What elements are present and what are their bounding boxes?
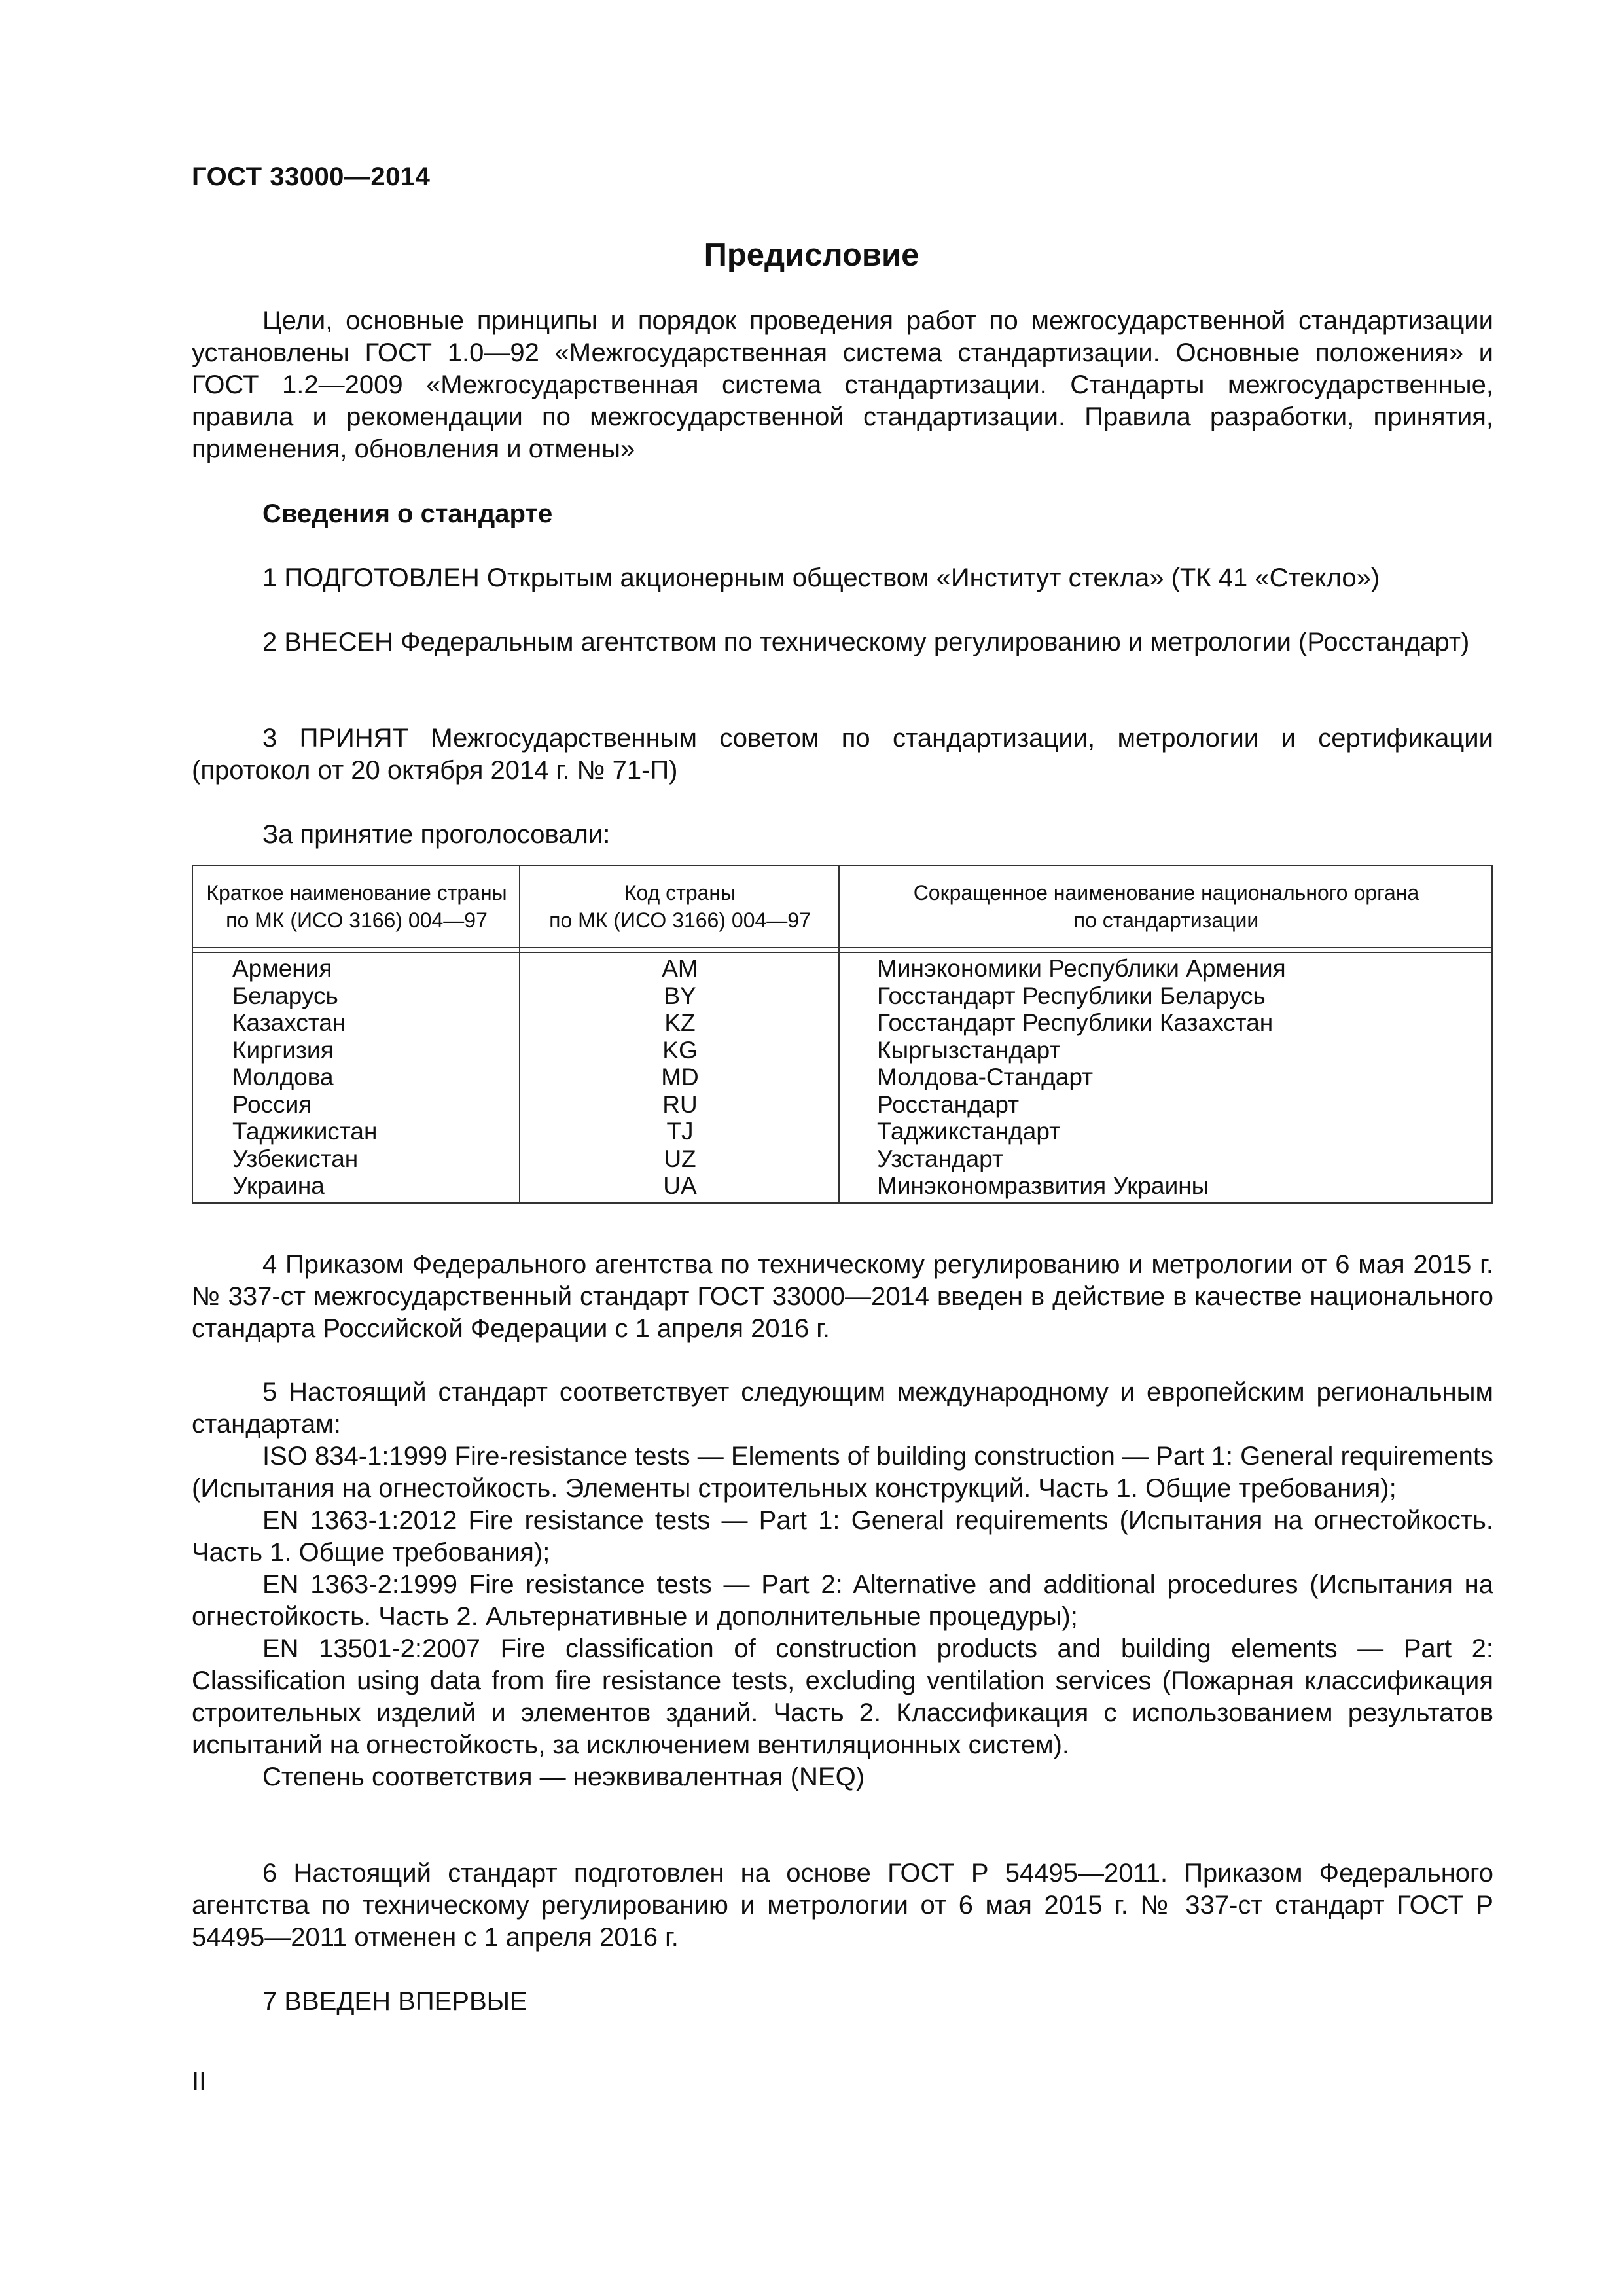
table-cell-body: Госстандарт Республики Казахстан xyxy=(877,1009,1274,1036)
table-cell-code: UA xyxy=(663,1172,697,1199)
item-5-ref: ISO 834-1:1999 Fire-resistance tests — Elements of building construction — Part 1: General requirements (Испытания на огнестойкость. Элементы строительных конструкций. Часть 1. Общие требования); xyxy=(192,1442,1493,1503)
table-row xyxy=(193,1091,1491,1119)
table-header-code xyxy=(520,866,840,947)
table-cell-code: TJ xyxy=(666,1118,694,1145)
table-row xyxy=(193,1009,1491,1037)
table-header-code-line1: Код страны xyxy=(624,881,736,905)
table-header-body-line2: по стандартизации xyxy=(1073,908,1259,932)
table-row xyxy=(193,955,1491,982)
item-5-ref: EN 1363-2:1999 Fire resistance tests — Part 2: Alternative and additional procedures (Испытания на огнестойкость. Часть 2. Альтернативные и дополнительные процедуры); xyxy=(192,1570,1493,1631)
table-cell-code: UZ xyxy=(664,1145,696,1172)
item-5-ref: EN 13501-2:2007 Fire classification of construction products and building elements — Part 2: Classification using data from fire resistance tests, excluding ventilation services (Пожарная классификация строительных изделий и элементов зданий. Часть 2. Классификация с использованием результатов испытаний на огнестойкость, за исключением вентиляционных систем). xyxy=(192,1634,1493,1759)
item-5 xyxy=(192,1376,1493,1793)
table-header-code-line2: по МК (ИСО 3166) 004—97 xyxy=(549,908,811,932)
table-cell-body: Минэкономики Республики Армения xyxy=(877,955,1286,982)
item-5-lead: 5 Настоящий стандарт соответствует следующим международному и европейским региональным стандартам: xyxy=(192,1378,1493,1439)
voting-table xyxy=(192,865,1493,1204)
item-1-text: 1 ПОДГОТОВЛЕН Открытым акционерным обществом «Институт стекла» (ТК 41 «Стекло») xyxy=(262,564,1380,592)
table-header-country-line1: Краткое наименование страны xyxy=(206,881,507,905)
table-cell-code: KG xyxy=(662,1036,698,1064)
table-cell-country: Таджикистан xyxy=(232,1118,378,1145)
table-cell-country: Узбекистан xyxy=(232,1145,359,1172)
table-body xyxy=(193,955,1491,1200)
item-5-degree: Степень соответствия — неэквивалентная (NEQ) xyxy=(262,1763,865,1791)
table-row xyxy=(193,1145,1491,1173)
table-header-rule xyxy=(193,947,1491,948)
intro-paragraph xyxy=(192,305,1493,465)
item-5-ref: EN 1363-1:2012 Fire resistance tests — Part 1: General requirements (Испытания на огнестойкость. Часть 1. Общие требования); xyxy=(192,1506,1493,1567)
table-row xyxy=(193,1118,1491,1145)
document-header: ГОСТ 33000—2014 xyxy=(192,162,431,191)
page-title: Предисловие xyxy=(704,238,919,273)
table-cell-body: Молдова-Стандарт xyxy=(877,1064,1094,1090)
item-7 xyxy=(192,1986,1493,2018)
table-cell-country: Молдова xyxy=(232,1064,334,1090)
intro-text: Цели, основные принципы и порядок проведения работ по межгосударственной стандартизации установлены ГОСТ 1.0—92 «Межгосударственная система стандартизации. Основные положения» и ГОСТ 1.2—2009 «Межгосударственная система стандартизации. Стандарты межгосударственные, правила и рекомендации по межгосударственной стандартизации. Правила разработки, принятия, применения, обновления и отмены» xyxy=(192,306,1493,463)
table-row xyxy=(193,1064,1491,1091)
table-cell-country: Казахстан xyxy=(232,1009,346,1036)
table-header-rule xyxy=(193,952,1491,953)
table-row xyxy=(193,1037,1491,1064)
item-3 xyxy=(192,723,1493,787)
table-cell-code: AM xyxy=(662,955,698,982)
table-cell-country: Беларусь xyxy=(232,982,338,1009)
item-2-text: 2 ВНЕСЕН Федеральным агентством по техническому регулированию и метрологии (Росстандарт) xyxy=(262,628,1470,656)
voted-label xyxy=(192,819,1493,851)
item-6-text: 6 Настоящий стандарт подготовлен на основе ГОСТ Р 54495—2011. Приказом Федерального агентства по техническому регулированию и метрологии от 6 мая 2015 г. № 337-ст стандарт ГОСТ Р 54495—2011 отменен с 1 апреля 2016 г. xyxy=(192,1859,1493,1952)
table-cell-body: Таджикстандарт xyxy=(877,1118,1061,1145)
table-header-body xyxy=(840,866,1493,947)
table-row xyxy=(193,982,1491,1010)
table-cell-country: Армения xyxy=(232,955,332,982)
table-cell-body: Кыргызстандарт xyxy=(877,1036,1061,1064)
table-cell-code: KZ xyxy=(664,1009,696,1036)
table-cell-code: BY xyxy=(664,982,696,1009)
item-6 xyxy=(192,1857,1493,1954)
table-header-country-line2: по МК (ИСО 3166) 004—97 xyxy=(226,908,488,932)
table-cell-body: Госстандарт Республики Беларусь xyxy=(877,982,1266,1009)
table-cell-body: Росстандарт xyxy=(877,1090,1020,1118)
voted-text: За принятие проголосовали: xyxy=(262,820,611,849)
item-4-text: 4 Приказом Федерального агентства по техническому регулированию и метрологии от 6 мая 2015 г. № 337-ст межгосударственный стандарт ГОСТ 33000—2014 введен в действие в качестве национального стандарта Российской Федерации с 1 апреля 2016 г. xyxy=(192,1250,1493,1343)
item-1 xyxy=(192,562,1493,594)
page-number: II xyxy=(192,2067,207,2096)
section-heading xyxy=(192,498,1493,530)
item-3-text: 3 ПРИНЯТ Межгосударственным советом по стандартизации, метрологии и сертификации (протокол от 20 октября 2014 г. № 71-П) xyxy=(192,724,1493,785)
table-cell-code: RU xyxy=(662,1090,698,1118)
item-2 xyxy=(192,626,1493,658)
table-cell-country: Украина xyxy=(232,1172,325,1199)
table-header-body-line1: Сокращенное наименование национального органа xyxy=(913,881,1419,905)
table-header-country xyxy=(193,866,520,947)
table-cell-body: Узстандарт xyxy=(877,1145,1003,1172)
table-cell-code: MD xyxy=(661,1064,699,1090)
item-7-text: 7 ВВЕДЕН ВПЕРВЫЕ xyxy=(262,1987,527,2016)
table-row xyxy=(193,1172,1491,1200)
table-cell-body: Минэкономразвития Украины xyxy=(877,1172,1209,1199)
section-heading-text: Сведения о стандарте xyxy=(262,499,553,528)
table-cell-country: Киргизия xyxy=(232,1036,334,1064)
item-4 xyxy=(192,1249,1493,1345)
table-cell-country: Россия xyxy=(232,1090,312,1118)
